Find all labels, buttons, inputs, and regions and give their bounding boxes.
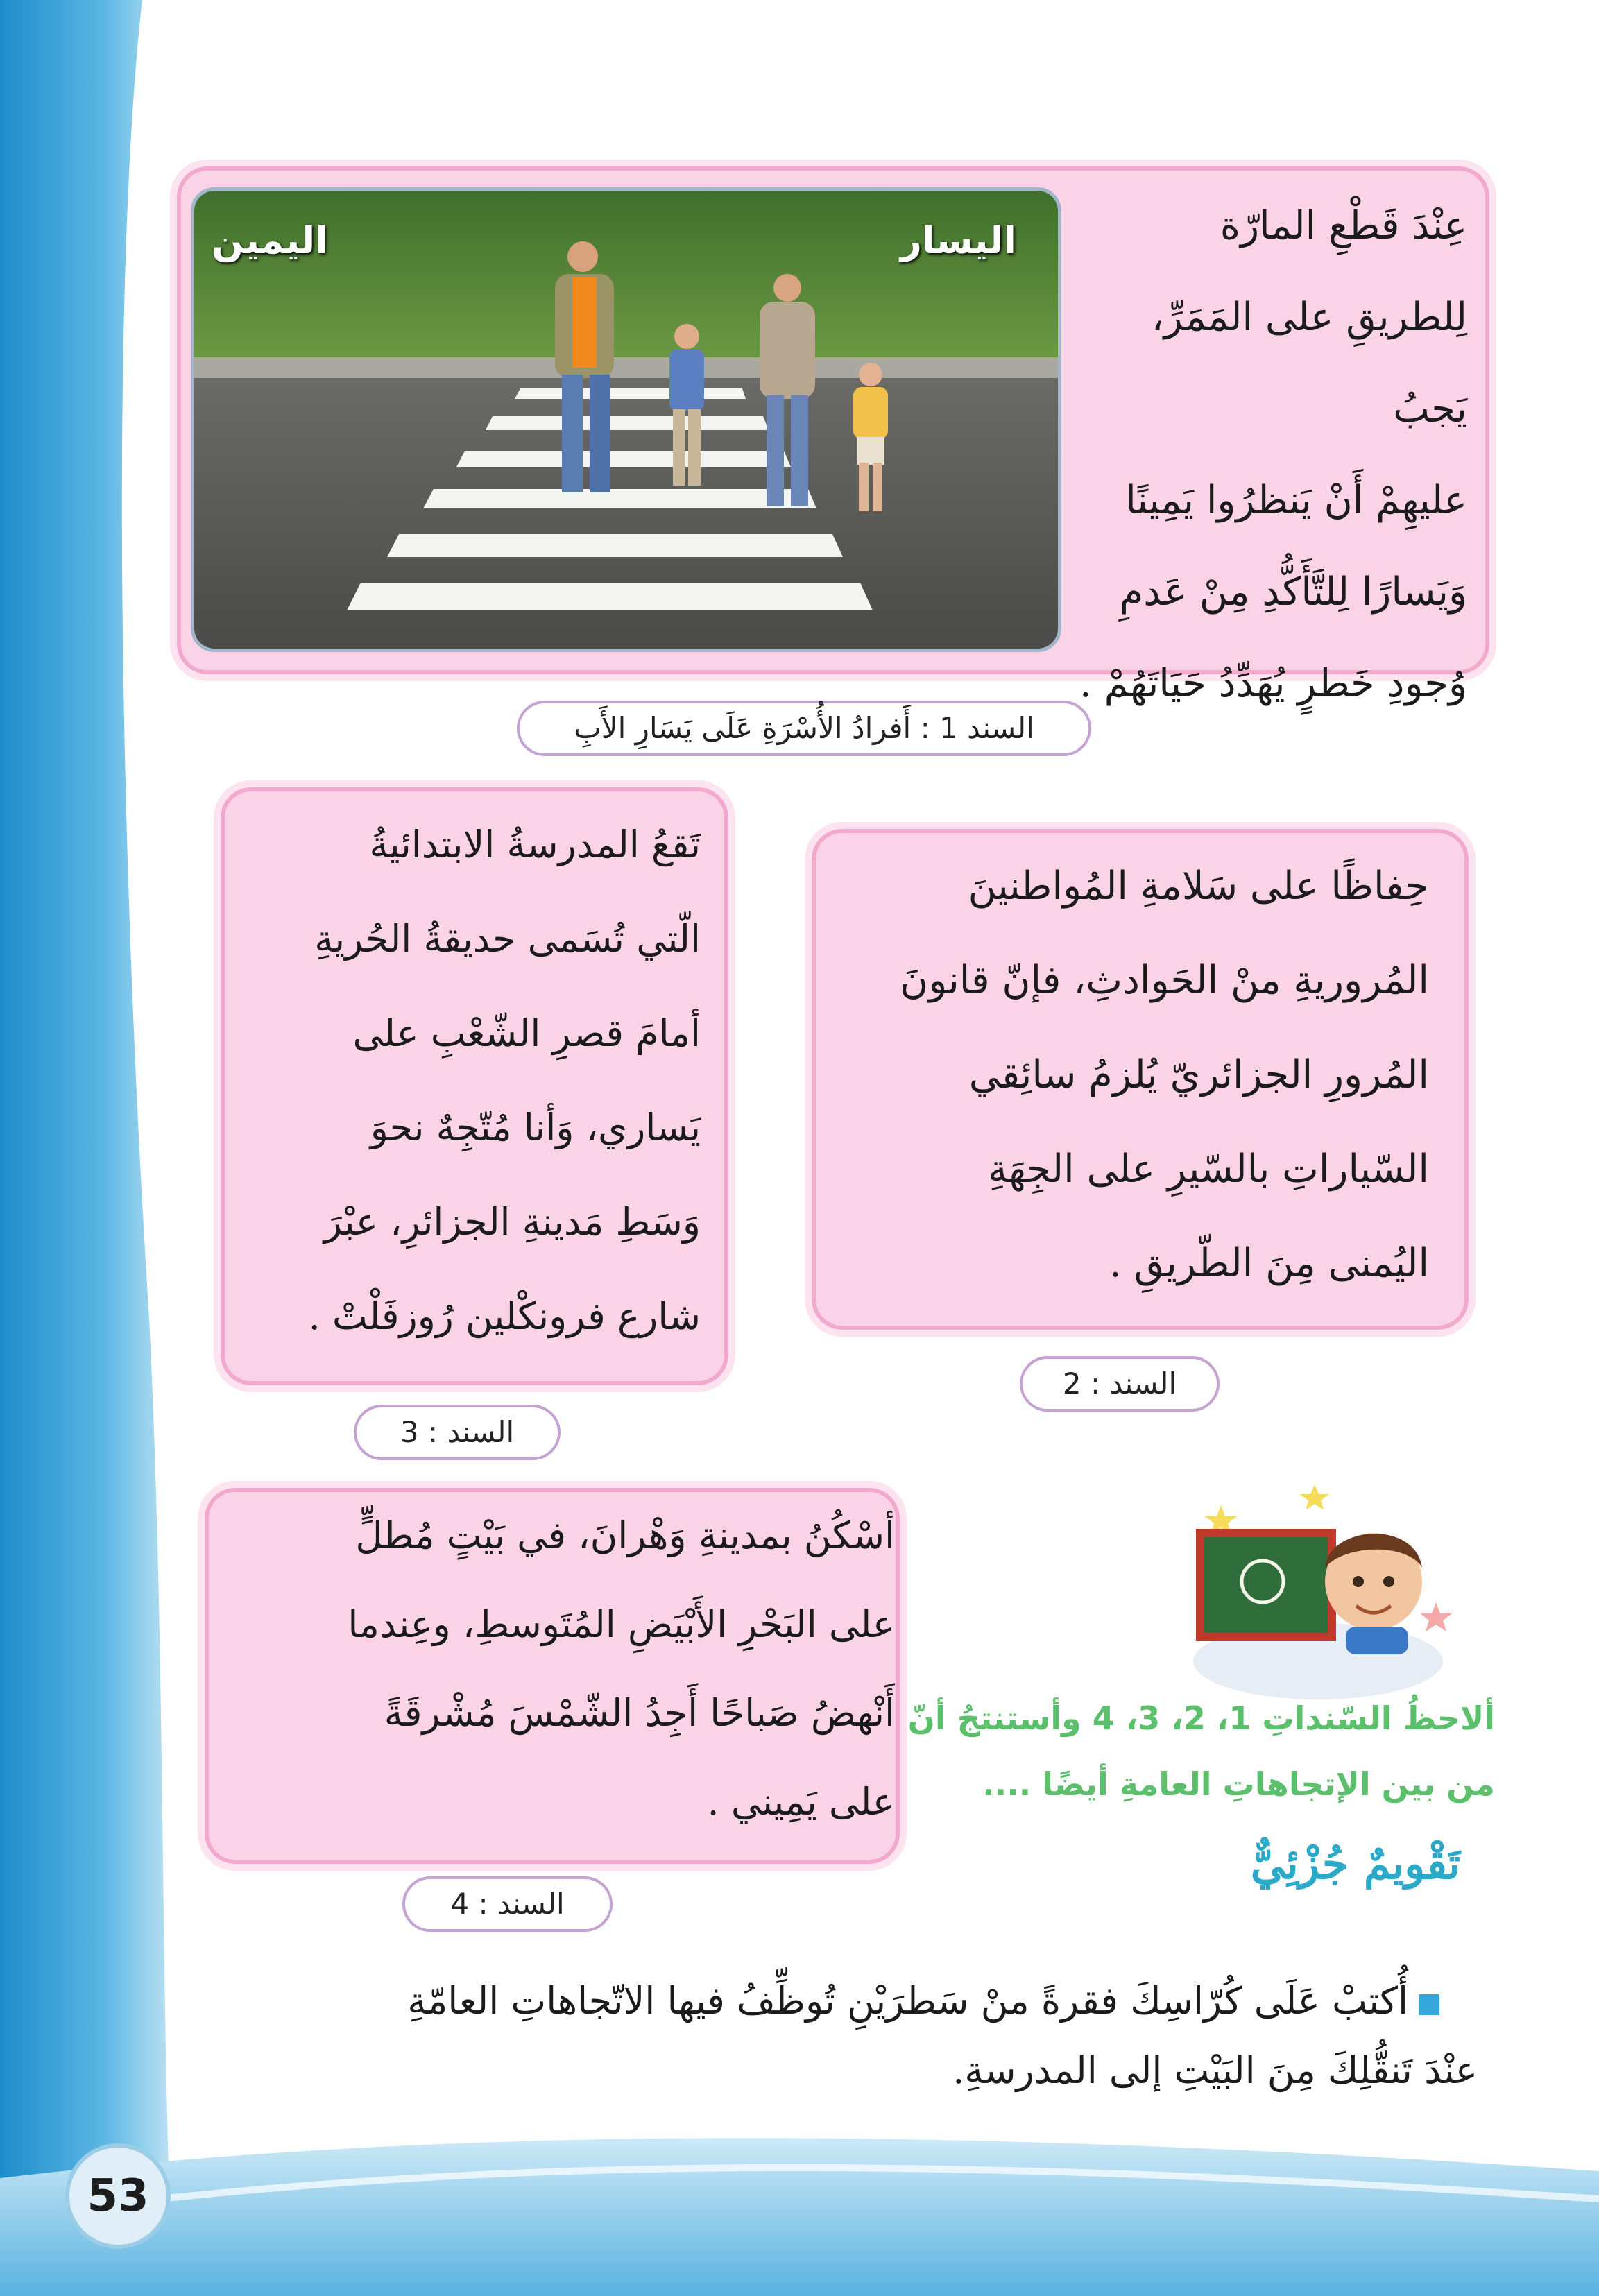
passage2-line: حِفاظًا على سَلامةِ المُواطنينَ [968,864,1429,909]
photo-label-left: اليسار [900,219,1016,262]
assessment-line-2: عنْدَ تَنقُّلِكَ مِنَ البَيْتِ إلى المدرسةِ. [952,2048,1478,2092]
caption-source-2: السند : 2 [1020,1356,1220,1412]
bullet-square-icon [1419,1994,1439,2015]
caption-source-3: السند : 3 [354,1405,561,1460]
passage3-line: يَساري، وَأنا مُتّجِهٌ نحوَ [370,1106,701,1149]
passage1-line: وُجودِ خَطرٍ يُهَدِّدُ حَيَاتَهُمْ . [1079,661,1467,706]
assessment-line-1: أُكتبْ عَلَى كُرّاسِكَ فقرةً منْ سَطرَيْنِ تُوظِّفُ فيها الاتّجاهاتِ العامّةِ [407,1979,1408,2023]
passage2-line: المُرورِ الجزائريّ يُلزمُ سائِقي [968,1052,1429,1097]
passage4-line: أسْكُنُ بمدينةِ وَهْرانَ، في بَيْتٍ مُطلٍّ [355,1514,895,1557]
caption-source-4: السند : 4 [402,1876,613,1932]
boy-teacher-board-illustration [1172,1477,1464,1706]
passage1-line: عليهِمْ أَنْ يَنظرُوا يَمِينًا [1125,478,1467,523]
page-number: 53 [65,2143,171,2249]
passage3-text [243,798,701,1364]
passage2-line: المُروريةِ منْ الحَوادثِ، فإنّ قانونَ [900,958,1429,1003]
observe-line-1: ألاحظُ السّنداتِ 1، 2، 3، 4 وأستنتجُ أنّ [907,1699,1495,1737]
passage4-line: على يَمِيني . [707,1780,895,1824]
passage1-text [1079,180,1467,730]
passage3-line: وَسَطِ مَدينةِ الجزائرِ، عبْرَ [323,1200,701,1244]
passage4-line: أَنْهضُ صَباحًا أَجِدُ الشّمْسَ مُشْرقَةً [384,1691,895,1735]
passage4-line: على البَحْرِ الأَبْيَضِ المُتَوسطِ، وعِندما [348,1602,895,1646]
passage3-line: الّتي تُسَمى حديقةُ الحُريةِ [314,917,701,961]
caption-source-1: السند 1 : أَفرادُ الأُسْرَةِ عَلَى يَسَارِ الأَبِ [517,701,1091,756]
passage3-line: تَقعُ المدرسةُ الابتدائيةُ [369,823,701,866]
photo-label-right: اليمين [212,219,328,262]
passage2-line: اليُمنى مِنَ الطّريقِ . [1109,1241,1429,1286]
passage2-line: السّياراتِ بالسّيرِ على الجِهَةِ [988,1147,1429,1192]
partial-assessment-heading: تَقْويمٌ جُزْئِيٌّ [1250,1838,1460,1889]
crosswalk-photo [191,187,1061,652]
passage3-line: شارع فرونكْلين رُوزفَلْتْ . [308,1294,701,1338]
passage4-text [215,1491,895,1847]
passage2-text [832,839,1429,1311]
passage1-line: عِنْدَ قَطْعِ المارّة [1220,203,1467,248]
passage3-line: أمامَ قصرِ الشّعْبِ على [352,1011,701,1055]
passage1-line: وَيَسارًا لِلتَّأَكُّدِ مِنْ عَدمِ [1119,569,1467,615]
observe-line-2: من بين الإتجاهاتِ العامةِ أيضًا .... [982,1765,1495,1803]
passage1-line: لِلطريقِ على المَمَرِّ، يَجبُ [1151,295,1467,431]
